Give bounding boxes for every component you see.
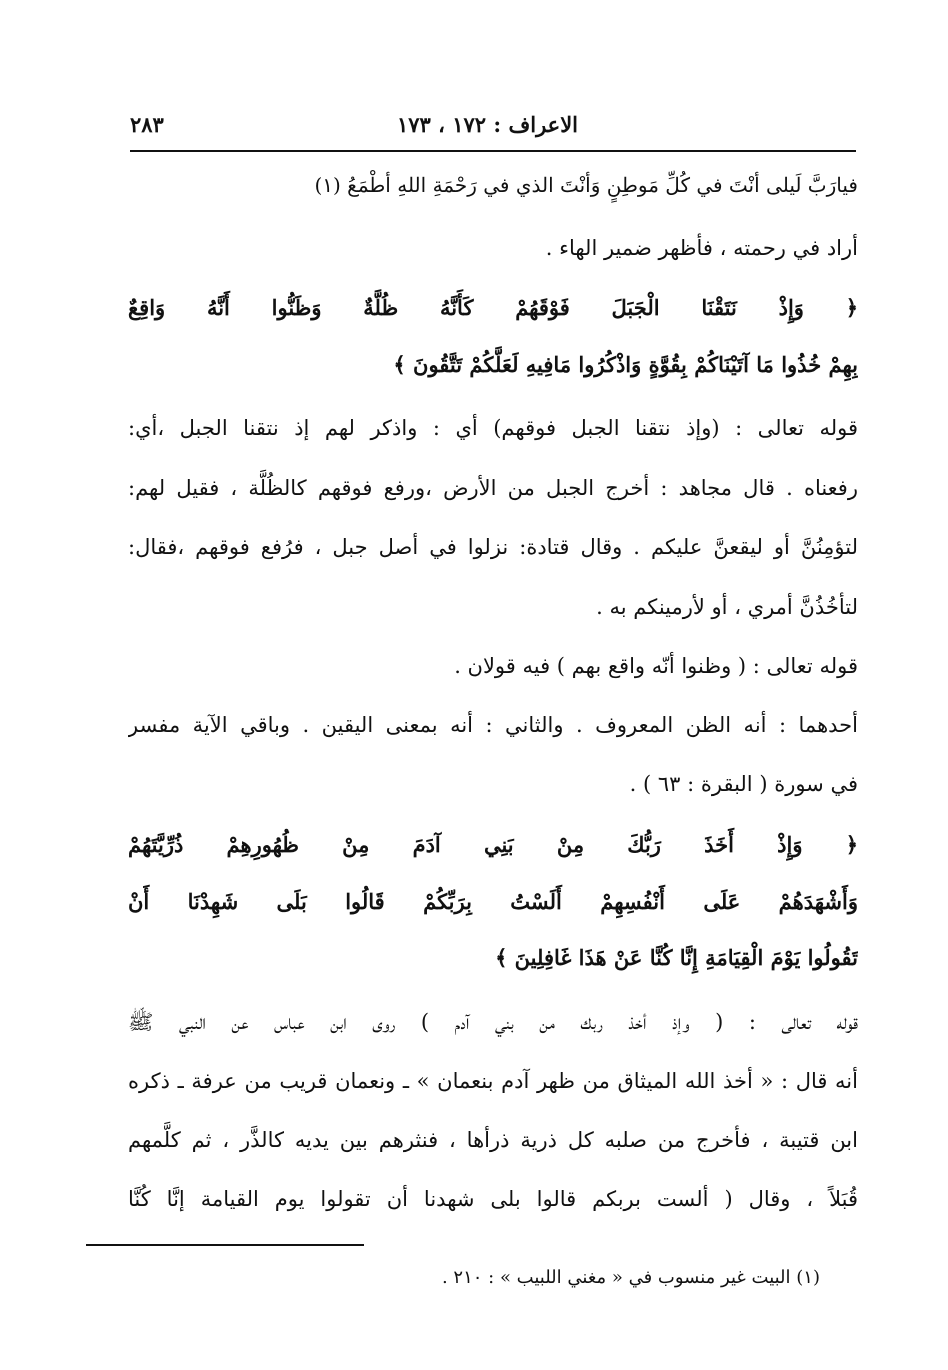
quran-verse-line: بِهِمْ خُذُوا مَا آتَيْنَاكُمْ بِقُوَّةٍ وَاذْكُرُوا مَافِيهِ لَعَلَّكُمْ تَتَّقُونَ ﴾ bbox=[393, 352, 858, 377]
footnote-rule bbox=[86, 1244, 364, 1246]
text-line: أراد في رحمته ، فأظهر ضمير الهاء . bbox=[545, 236, 858, 260]
page-header bbox=[130, 112, 818, 148]
text-line: قُبَلاً ، وقال ( ألست بربكم قالوا بلى شهدنا أن تقولوا يوم القيامة إنَّا كُنَّا bbox=[128, 1187, 858, 1211]
quran-verse-line: تَقُولُوا يَوْمَ الْقِيَامَةِ إِنَّا كُنَّا عَنْ هَذَا غَافِلِينَ ﴾ bbox=[495, 945, 858, 970]
text-line: قوله تعالى : (وإذ نتقنا الجبل فوقهم) أي : واذكر لهم إذ نتقنا الجبل ،أي: bbox=[128, 416, 858, 440]
text-line: لتأخُذُنَّ أمري ، أو لأرمينكم به . bbox=[596, 595, 858, 619]
quran-verse-line: ﴿ وَإِذْ أَخَذَ رَبُّكَ مِنْ بَنِي آدَمَ مِنْ ظُهُورِهِمْ ذُرِّيَّتَهُمْ bbox=[128, 832, 858, 857]
poetry-verse: فيارَبَّ لَيلى أنْتَ في كُلِّ مَوطِنٍ وَأنْتَ الذي في رَحْمَةِ اللهِ أطْمَعُ (١) bbox=[314, 173, 858, 197]
quran-verse-line: وَأَشْهَدَهُمْ عَلَى أَنْفُسِهِمْ أَلَسْتُ بِرَبِّكُمْ قَالُوا بَلَى شَهِدْنَا أَنْ bbox=[128, 889, 858, 914]
quran-verse-line: ﴿ وَإِذْ نَتَقْنَا الْجَبَلَ فَوْقَهُمْ كَأَنَّهُ ظُلَّةٌ وَظَنُّوا أَنَّهُ وَاقِعٌ bbox=[128, 295, 858, 320]
footnote: (١) البيت غير منسوب في « مغني اللبيب » : ٢١٠ . bbox=[441, 1267, 820, 1288]
header-rule bbox=[130, 150, 856, 152]
text-line: لتؤمِنُنَّ أو ليقعنَّ عليكم . وقال قتادة: نزلوا في أصل جبل ، فرُفع فوقهم ،فقال: bbox=[128, 535, 858, 559]
text-line: ابن قتيبة ، فأخرج من صلبه كل ذرية ذرأها ، فنثرهم بين يديه كالذَّر ، ثم كلَّمهم bbox=[128, 1128, 858, 1152]
text-line: قوله تعالى : ( وإذ أخذ ربك من بني آدم ) روى ابن عباس عن النبي ﷺ bbox=[128, 1010, 858, 1034]
text-line: رفعناه . قال مجاهد : أخرج الجبل من الأرض ،ورفع فوقهم كالظُلَّة ، فقيل لهم: bbox=[128, 476, 858, 500]
text-line: في سورة ( البقرة : ٦٣ ) . bbox=[629, 772, 858, 796]
text-line: قوله تعالى : ( وظنوا أنّه واقع بهم ) فيه قولان . bbox=[454, 654, 858, 678]
running-title: الاعراف : ١٧٢ ، ١٧٣ bbox=[397, 112, 578, 137]
text-line: أنه قال : « أخذ الله الميثاق من ظهر آدم بنعمان » ـ ونعمان قريب من عرفة ـ ذكره bbox=[128, 1069, 858, 1093]
page-number: ٢٨٣ bbox=[130, 112, 164, 137]
text-line: أحدهما : أنه الظن المعروف . والثاني : أنه بمعنى اليقين . وباقي الآية مفسر bbox=[128, 713, 858, 737]
